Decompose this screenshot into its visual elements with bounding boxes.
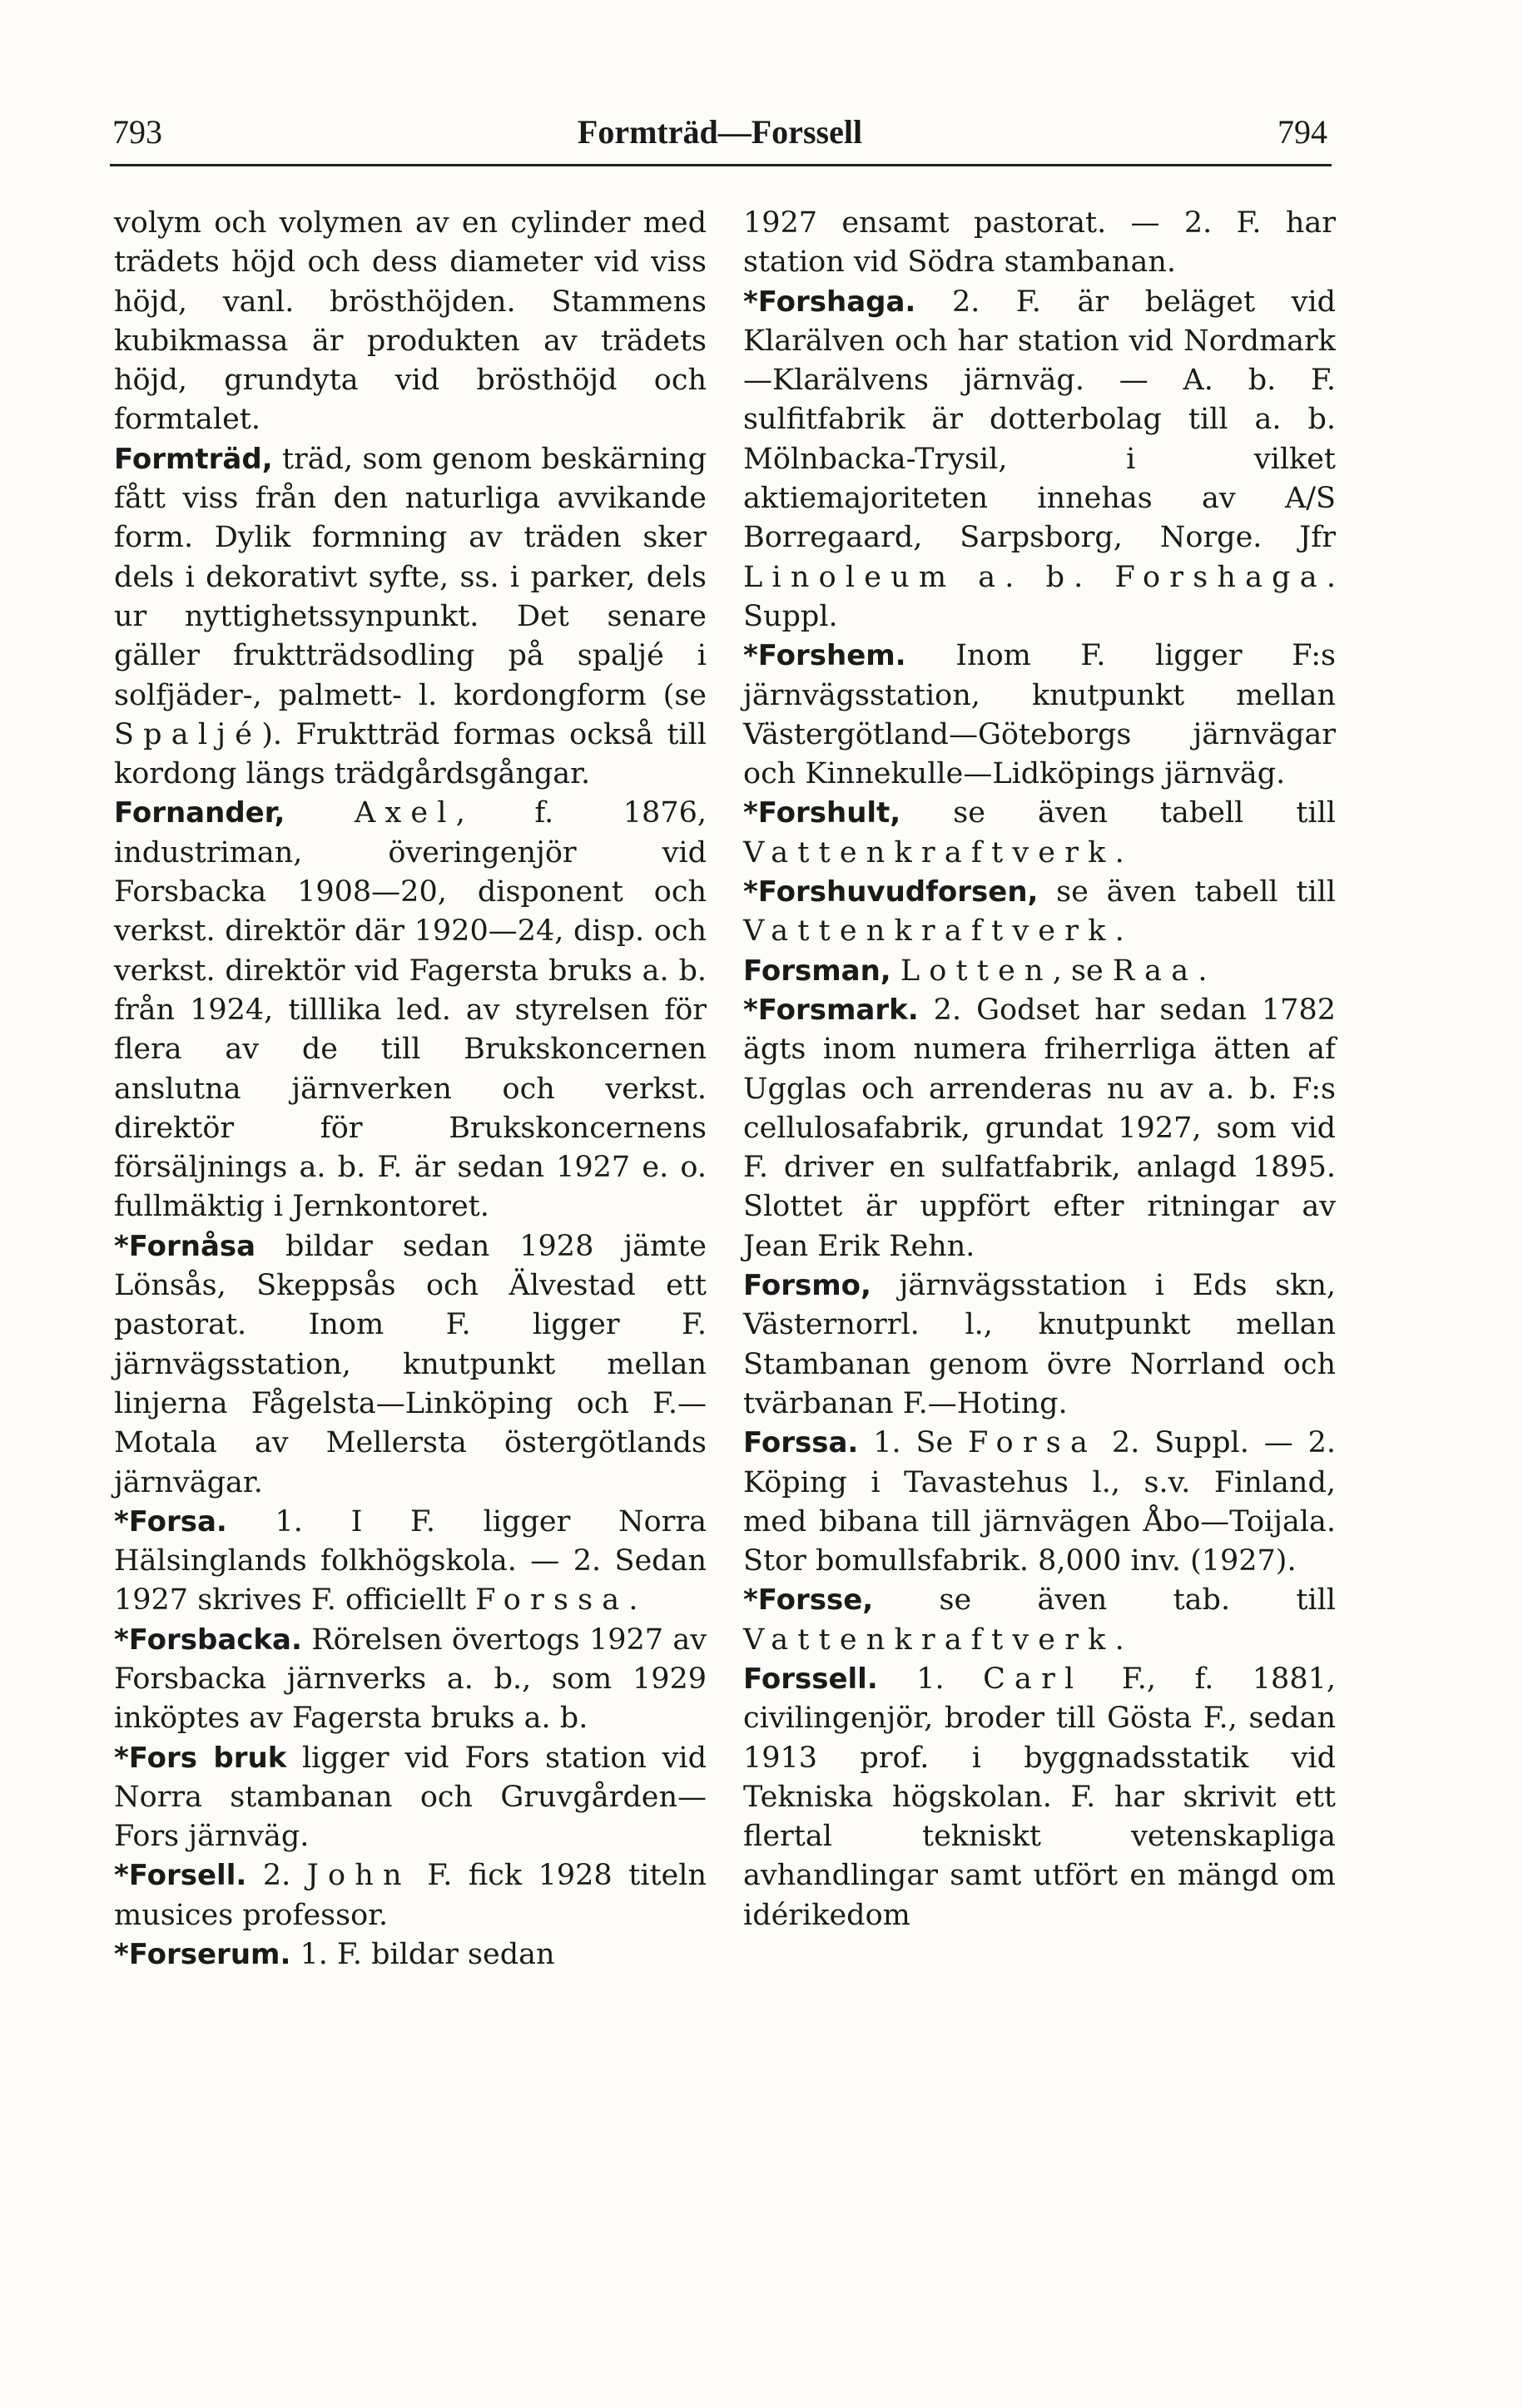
entry-headword: *Forsbacka. [114, 1623, 302, 1657]
entry-forsse [743, 1581, 1336, 1660]
entry-text: 2. F. är beläget vid Klarälven och har station vid Nordmark—Klarälvens järnväg. — A. b. F. sulfitfabrik är dotterbolag till a. b. Mölnbacka-Trysil, i vilket aktiemajoriteten innehas av A/S Borregaard, Sarpsborg, Norge. Jfr [743, 285, 1336, 555]
cross-reference: Vattenkraftverk [743, 914, 1115, 949]
cross-reference: Linoleum a. b. Forshaga [743, 560, 1327, 594]
entry-text: järnvägsstation i Eds skn, Västernorrl. l., knutpunkt mellan Stambanan genom övre Norrland och tvärbanan F.—Hoting. [743, 1269, 1336, 1420]
entry-forsmo [743, 1266, 1336, 1424]
entry-headword: Fornander, [114, 796, 285, 830]
entry-forssa [743, 1424, 1336, 1581]
person-first-name: John [306, 1859, 411, 1893]
entry-text: 1. [877, 1662, 984, 1696]
entry-forshuvudforsen [743, 873, 1336, 952]
entry-text: 1927 ensamt pastorat. — 2. F. har station vid Södra stambanan. [743, 206, 1336, 280]
entry-text: ligger vid Fors station vid Norra stambanan och Gruvgården—Fors järnväg. [114, 1741, 707, 1854]
entry-text-tail: . [1114, 835, 1124, 870]
entry-forshem [743, 637, 1336, 794]
entry-headword: *Fornåsa [114, 1229, 256, 1263]
page-number-right: 794 [1277, 113, 1327, 151]
entry-text-tail: F., f. 1881, civilingenjör, broder till Gösta F., sedan 1913 prof. i byggnadsstatik vid Tekniska högskolan. F. har skrivit ett flertal tekniskt vetenskapliga avhandlingar samt utfört en mängd om idérikedom [743, 1662, 1336, 1932]
entry-text-tail: 2. Suppl. — 2. Köping i Tavastehus l., s.v. Finland, med bibana till järnvägen Åbo—Toijala. Stor bomullsfabrik. 8,000 inv. (1927). [743, 1426, 1336, 1578]
entry-forsman [743, 952, 1336, 991]
entry-text: 2. [246, 1859, 307, 1893]
entry-text-tail: ). Fruktträd formas också till kordong längs trädgårdsgångar. [114, 717, 707, 791]
entry-formtal-continuation [114, 204, 707, 440]
entry-text: se även tabell till [900, 796, 1336, 830]
entry-headword: *Fors bruk [114, 1741, 287, 1775]
entry-headword: *Forserum. [114, 1938, 291, 1972]
right-column [743, 204, 1336, 1935]
entry-forserum [114, 1935, 707, 1974]
cross-reference: Forssa [475, 1583, 629, 1618]
entry-text-tail: F. fick 1928 titeln musices professor. [114, 1859, 707, 1932]
entry-text: 1. F. bildar sedan [290, 1938, 555, 1972]
entry-headword: Forsman, [743, 954, 891, 988]
entry-headword: *Forsmark. [743, 993, 919, 1027]
entry-headword: *Forshult, [743, 796, 901, 830]
entry-text: se även tab. till [873, 1583, 1336, 1618]
entry-headword: Forssa. [743, 1426, 859, 1460]
person-first-name: Axel [354, 796, 456, 830]
entry-text: Inom F. ligger F:s järnvägsstation, knutpunkt mellan Västergötland—Göteborgs järnvägar och Kinnekulle—Lidköpings järnväg. [743, 639, 1336, 791]
cross-reference: Raa [1112, 954, 1198, 988]
entry-forsbacka [114, 1621, 707, 1739]
entry-headword: Forsmo, [743, 1269, 871, 1303]
person-first-name: Lotten [900, 954, 1053, 988]
header-rule [110, 164, 1332, 166]
entry-headword: *Forsa. [114, 1504, 227, 1538]
entry-text: träd, som genom beskärning fått viss från den naturliga avvikande form. Dylik formning av träden sker dels i dekorativt syfte, ss. i parker, dels ur nyttighetssynpunkt. Det senare gäller fruktträdsodling på spaljé i solfjäder-, palmett- l. kordongform (se [114, 442, 707, 712]
entry-fornander [114, 794, 707, 1226]
cross-reference: Spaljé [114, 717, 262, 751]
entry-text: 2. Godset har sedan 1782 ägts inom numera friherrliga ätten af Ugglas och arrenderas nu av a. b. F:s cellulosafabrik, grundat 1927, som vid F. driver en sulfatfabrik, anlagd 1895. Slottet är uppfört efter ritningar av Jean Erik Rehn. [743, 993, 1336, 1263]
entry-text-tail: . [1198, 954, 1208, 988]
entry-text: , se [1052, 954, 1113, 988]
entry-headword: *Forshem. [743, 639, 906, 673]
page-number-left: 793 [112, 113, 162, 151]
entry-fors-bruk [114, 1739, 707, 1857]
entry-forshaga [743, 283, 1336, 637]
entry-text: , f. 1876, industriman, överingenjör vid Forsbacka 1908—20, disponent och verkst. direktör där 1920—24, disp. och verkst. direktör vid Fagersta bruks a. b. från 1924, tilllika led. av styrelsen för flera av de till Brukskoncernen anslutna järnverken och verkst. direktör för Brukskoncernens försäljnings a. b. F. är sedan 1927 e. o. fullmäktig i Jernkontoret. [114, 796, 707, 1224]
entry-text: se även tabell till [1038, 875, 1336, 909]
entry-headword: *Forsell. [114, 1859, 247, 1893]
entry-forsell [114, 1856, 707, 1935]
cross-reference: Forsa [968, 1426, 1098, 1460]
entry-forserum-continuation [743, 204, 1336, 283]
entry-forsa [114, 1503, 707, 1621]
entry-text: Rörelsen övertogs 1927 av Forsbacka järnverks a. b., som 1929 inköptes av Fagersta bruks a. b. [114, 1623, 707, 1736]
entry-headword: *Forshaga. [743, 285, 916, 319]
entry-text-tail: . [628, 1583, 638, 1618]
entry-forsmark [743, 991, 1336, 1266]
entry-text: bildar sedan 1928 jämte Lönsås, Skeppsås och Älvestad ett pastorat. Inom F. ligger F. järnvägsstation, knutpunkt mellan linjerna Fågelsta—Linköping och F.—Motala av Mellersta östergötlands järnvägar. [114, 1229, 707, 1499]
page-header [112, 112, 1327, 162]
person-first-name: Carl [983, 1662, 1084, 1696]
entry-forshult [743, 794, 1336, 873]
entry-text-tail: . Suppl. [743, 560, 1336, 633]
cross-reference: Vattenkraftverk [743, 1623, 1115, 1657]
entry-fornasa [114, 1227, 707, 1503]
cross-reference: Vattenkraftverk [743, 835, 1115, 870]
entry-headword: Forssell. [743, 1662, 878, 1696]
entry-text: volym och volymen av en cylinder med trädets höjd och dess diameter vid viss höjd, vanl. brösthöjden. Stammens kubikmassa är produkten av trädets höjd, grundyta vid brösthöjd och formtalet. [114, 206, 707, 437]
entry-headword: Formträd, [114, 442, 273, 476]
entry-text-tail: . [1114, 914, 1124, 949]
entry-text-tail: . [1114, 1623, 1124, 1657]
entry-text: 1. Se [858, 1426, 969, 1460]
left-column [114, 204, 707, 1974]
entry-headword: *Forsse, [743, 1583, 874, 1618]
running-title: Formträd—Forssell [577, 113, 863, 151]
entry-formtrad [114, 440, 707, 795]
entry-forssell [743, 1660, 1336, 1935]
entry-text: 1. I F. ligger Norra Hälsinglands folkhögskola. — 2. Sedan 1927 skrives F. officiellt [114, 1504, 707, 1618]
entry-headword: *Forshuvudforsen, [743, 875, 1039, 909]
